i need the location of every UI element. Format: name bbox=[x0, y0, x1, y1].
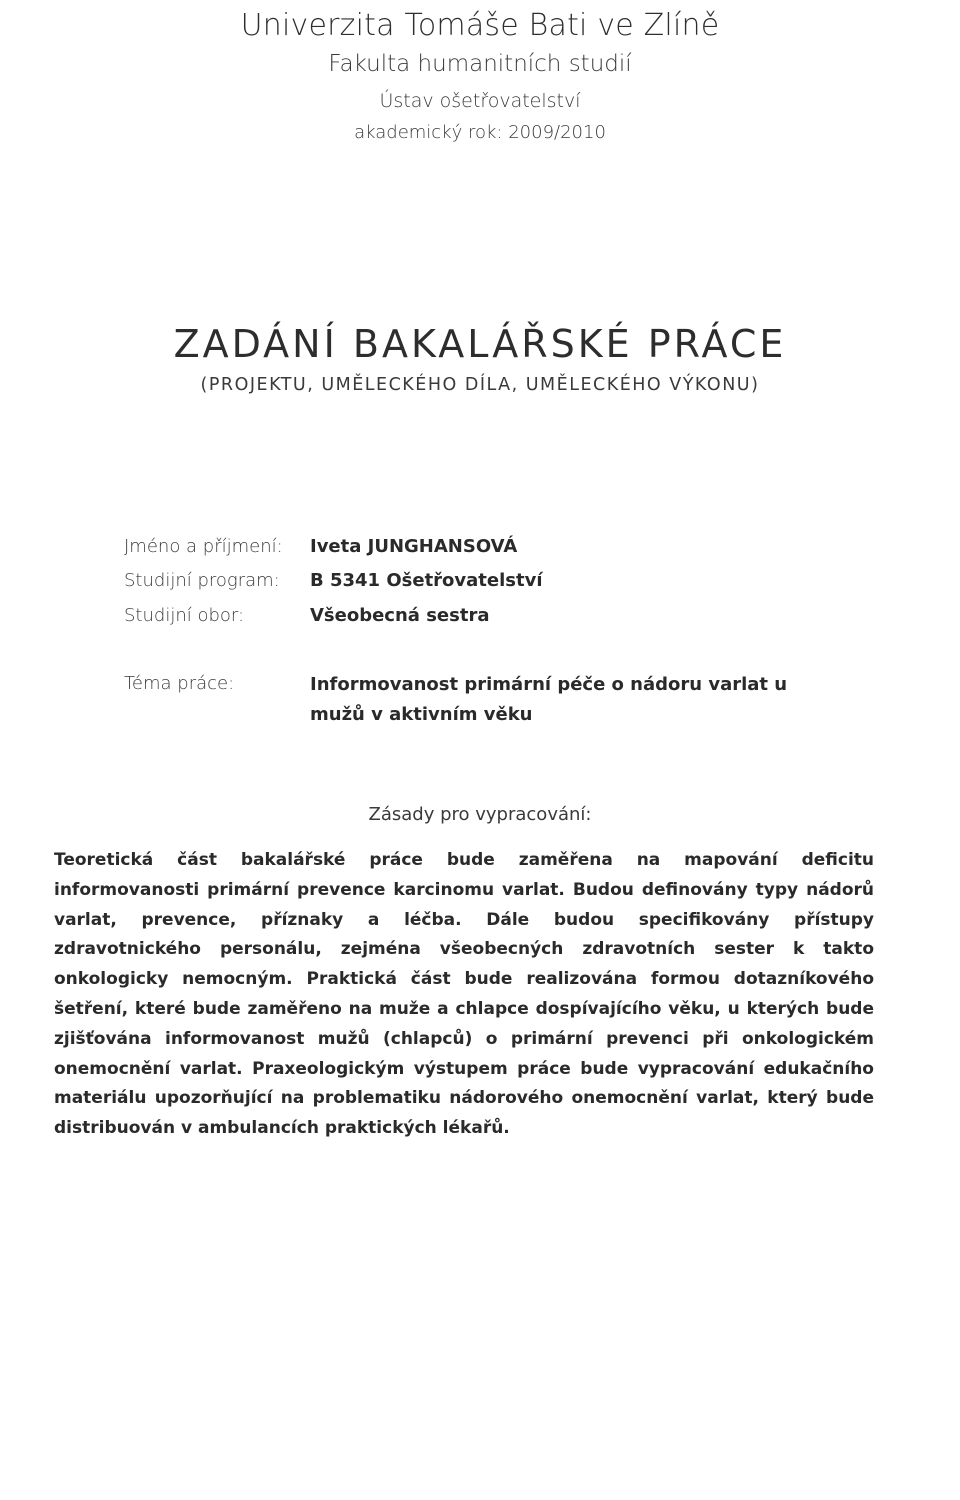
field-of-study-value: Všeobecná sestra bbox=[310, 605, 490, 626]
faculty-name: Fakulta humanitních studií bbox=[328, 51, 632, 77]
program-value: B 5341 Ošetřovatelství bbox=[310, 570, 543, 591]
topic-label: Téma práce: bbox=[124, 673, 235, 694]
academic-year: akademický rok: 2009/2010 bbox=[354, 122, 606, 143]
principles-text: Teoretická část bakalářské práce bude zaměřena na mapování deficitu informovanosti primární prevence karcinomu varlat. Budou definovány typy nádorů varlat, prevence, příznaky a léčba. Dále budou specifikovány přístupy zdravotnického personálu, zejména všeobecných zdravotních sester k takto onkologicky nemocným. Praktická část bude realizována formou dotazníkového šetření, které bude zaměřeno na muže a chlapce dospívajícího věku, u kterých bude zjišťována informovanost mužů (chlapců) o primární prevenci při onkologickém onemocnění varlat. Praxeologickým výstupem práce bude vypracování edukačního materiálu upozorňující na problematiku nádorového onemocnění varlat, který bude distribuován v ambulancích praktických lékařů. bbox=[54, 850, 874, 1139]
name-label: Jméno a příjmení: bbox=[124, 536, 283, 557]
university-name: Univerzita Tomáše Bati ve Zlíně bbox=[240, 8, 720, 43]
document-subtitle: (PROJEKTU, UMĚLECKÉHO DÍLA, UMĚLECKÉHO VÝKONU) bbox=[200, 375, 760, 395]
institute-name: Ústav ošetřovatelství bbox=[379, 90, 581, 112]
program-label: Studijní program: bbox=[124, 570, 280, 591]
topic-value: Informovanost primární péče o nádoru varlat u mužů v aktivním věku bbox=[310, 674, 788, 725]
principles-heading: Zásady pro vypracování: bbox=[368, 804, 592, 825]
document-title: ZADÁNÍ BAKALÁŘSKÉ PRÁCE bbox=[173, 322, 787, 366]
field-of-study-label: Studijní obor: bbox=[124, 605, 245, 626]
name-value: Iveta JUNGHANSOVÁ bbox=[310, 536, 518, 557]
